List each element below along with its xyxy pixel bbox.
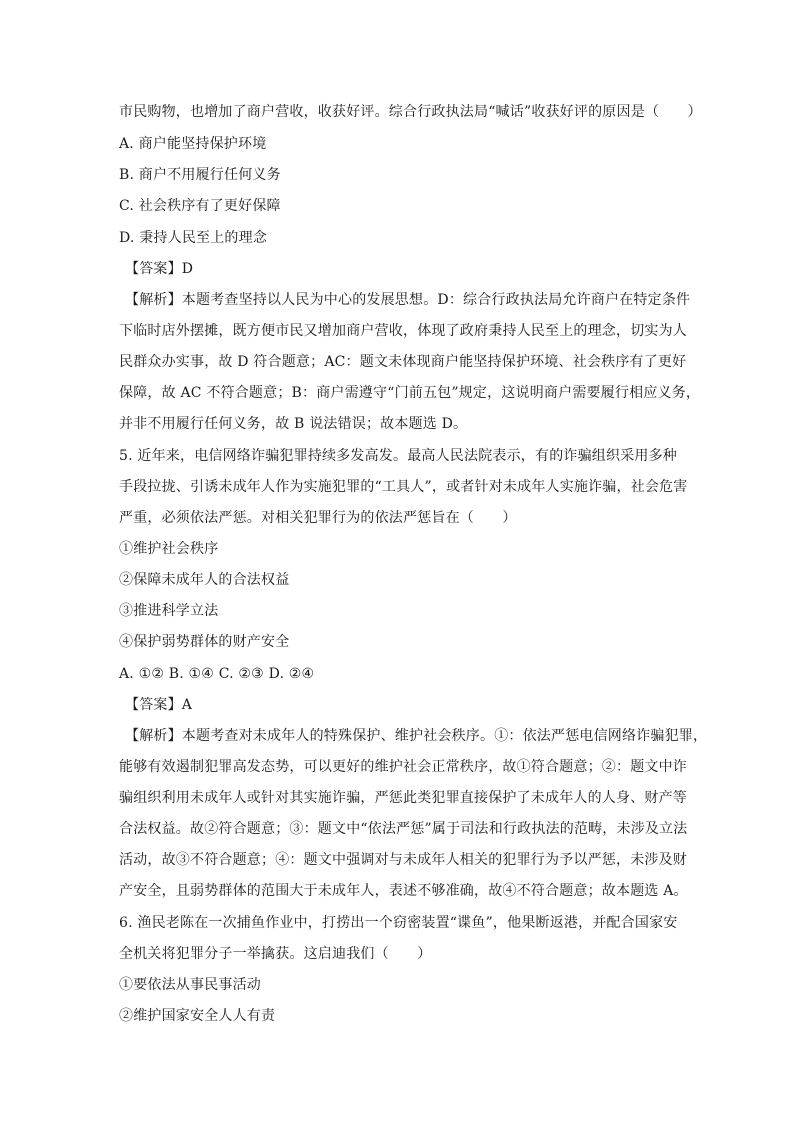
option-b: B. 商户不用履行任何义务	[119, 167, 281, 183]
statement-1: ①要依法从事民事活动	[119, 977, 261, 993]
question-6-stem: 全机关将犯罪分子一举擒获。这启迪我们（ ）	[119, 946, 432, 962]
analysis-line: 活动，故③不符合题意；④：题文中强调对与未成年人相关的犯罪行为予以严惩，未涉及财	[119, 852, 687, 868]
analysis-line: 【解析】本题考查对未成年人的特殊保护、维护社会秩序。①：依法严惩电信网络诈骗犯罪，	[125, 728, 708, 744]
analysis-line: 能够有效遏制犯罪高发态势，可以更好的维护社会正常秩序，故①符合题意；②：题文中诈	[119, 759, 687, 775]
statement-2: ②维护国家安全人人有责	[119, 1008, 276, 1024]
analysis-line: 并非不用履行任何义务，故 B 说法错误；故本题选 D。	[119, 416, 468, 432]
statement-4: ④保护弱势群体的财产安全	[119, 634, 290, 650]
analysis-line: 下临时店外摆摊，既方便市民又增加商户营收，体现了政府秉持人民至上的理念，切实为人	[119, 323, 687, 339]
analysis-line: 产安全，且弱势群体的范围大于未成年人，表述不够准确，故④不符合题意；故本题选 A。	[119, 883, 688, 899]
statement-2: ②保障未成年人的合法权益	[119, 572, 290, 588]
option-a: A. 商户能坚持保护环境	[119, 136, 267, 152]
answer-label: 【答案】D	[125, 261, 194, 277]
option-d: D. 秉持人民至上的理念	[119, 230, 268, 246]
analysis-line: 民群众办实事，故 D 符合题意；AC：题文未体现商户能坚持保护环境、社会秩序有了更好	[119, 354, 687, 370]
question-5-stem: 严重，必须依法严惩。对相关犯罪行为的依法严惩旨在（ ）	[119, 510, 517, 526]
analysis-line: 合法权益。故②符合题意；③：题文中“依法严惩”属于司法和行政执法的范畴，未涉及立法	[119, 821, 688, 837]
question-5-stem: 手段拉拢、引诱未成年人作为实施犯罪的“工具人”，或者针对未成年人实施诈骗，社会危害	[119, 479, 688, 495]
analysis-line: 保障，故 AC 不符合题意；B：商户需遵守“门前五包”规定，这说明商户需要履行相应义务，	[119, 385, 701, 401]
analysis-line: 【解析】本题考查坚持以人民为中心的发展思想。D：综合行政执法局允许商户在特定条件	[125, 292, 691, 308]
question-5-options: A. ①② B. ①④ C. ②③ D. ②④	[119, 666, 315, 682]
option-c: C. 社会秩序有了更好保障	[119, 198, 281, 214]
question-6-stem: 6. 渔民老陈在一次捕鱼作业中，打捞出一个窃密装置“谍鱼”，他果断返港，并配合国家安	[119, 915, 678, 931]
analysis-line: 骗组织利用未成年人或针对其实施诈骗，严惩此类犯罪直接保护了未成年人的人身、财产等	[119, 790, 687, 806]
answer-label: 【答案】A	[125, 697, 193, 713]
question-4-stem-end: 市民购物，也增加了商户营收，收获好评。综合行政执法局“喊话”收获好评的原因是（ ）	[119, 104, 702, 120]
statement-1: ①维护社会秩序	[119, 541, 219, 557]
statement-3: ③推进科学立法	[119, 603, 219, 619]
question-5-stem: 5. 近年来，电信网络诈骗犯罪持续多发高发。最高人民法院表示，有的诈骗组织采用多种	[119, 448, 678, 464]
